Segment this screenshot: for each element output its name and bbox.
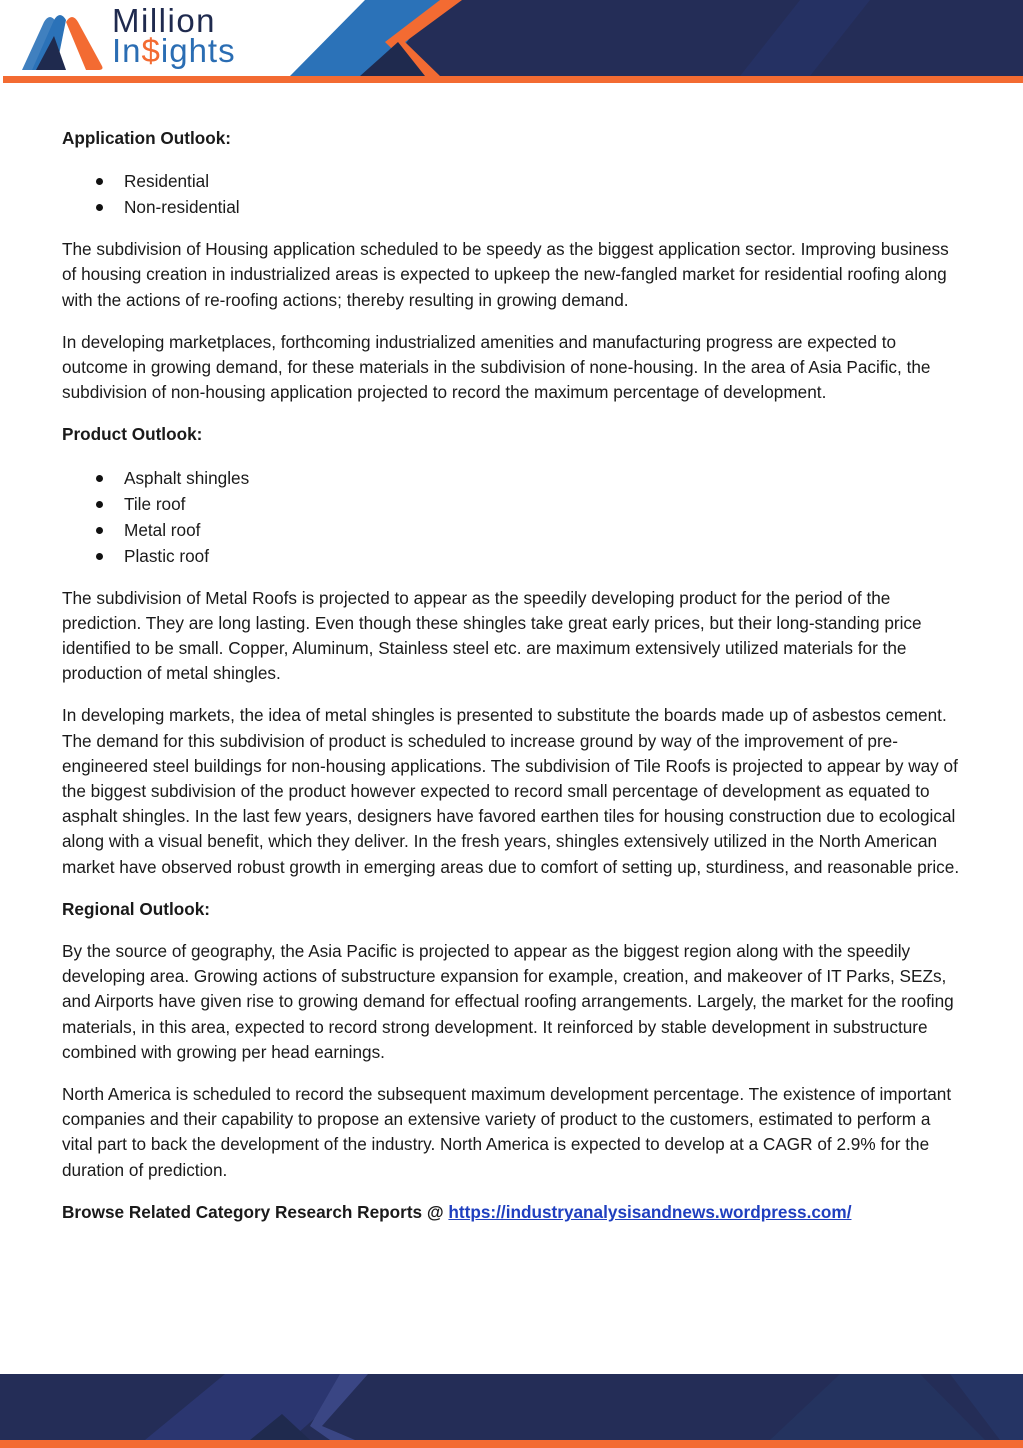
product-outlook-heading: Product Outlook: bbox=[62, 424, 203, 445]
footer-graphic bbox=[0, 1374, 1023, 1448]
logo-line-1: Million bbox=[112, 2, 217, 39]
list-item: Plastic roof bbox=[92, 543, 962, 569]
list-item: Non-residential bbox=[92, 194, 962, 220]
application-list bbox=[92, 168, 962, 220]
paragraph: The subdivision of Metal Roofs is projected to appear as the speedily developing product for the period of the prediction. They are long lasting. Even though these shingles take great early prices, but their long-standing price identified to be small. Copper, Aluminum, Stainless steel etc. are maximum extensively utilized materials for the production of metal shingles. bbox=[62, 587, 922, 684]
regional-outlook-heading: Regional Outlook: bbox=[62, 898, 210, 919]
list-item: Tile roof bbox=[92, 491, 962, 517]
paragraph: In developing marketplaces, forthcoming industrialized amenities and manufacturing progress are expected to outcome in growing demand, for these materials in the subdivision of none-housing. In the area of Asia Pacific, the subdivision of non-housing application projected to record the maximum percentage of development. bbox=[62, 331, 931, 403]
paragraph: North America is scheduled to record the subsequent maximum development percentage. The existence of important companies and their capability to propose an extensive variety of product to the customers, estimated to perform a vital part to back the development of the industry. North America is expected to develop at a CAGR of 2.9% for the duration of prediction. bbox=[62, 1084, 952, 1180]
footer-banner bbox=[0, 1374, 1023, 1448]
logo-line-2 bbox=[112, 32, 236, 69]
list-item: Residential bbox=[92, 168, 962, 194]
logo-wordmark bbox=[112, 2, 236, 69]
paragraph: The subdivision of Housing application scheduled to be speedy as the biggest application sector. Improving business of housing creation in industrialized areas is expected to upkeep the new-fangled market for residential roofing along with the actions of re-roofing actions; thereby resulting in growing demand. bbox=[62, 239, 949, 310]
logo-ights: ights bbox=[160, 32, 236, 69]
logo-mark-icon bbox=[14, 6, 104, 76]
logo-dollar-sign: $ bbox=[141, 32, 161, 69]
logo-in: In bbox=[112, 32, 142, 69]
browse-related-line bbox=[62, 1200, 962, 1225]
paragraph: In developing markets, the idea of metal shingles is presented to substitute the boards made up of asbestos cement. The demand for this subdivision of product is scheduled to increase ground by way of the improvement of pre-engineered steel buildings for non-housing applications. The subdivision of Tile Roofs is projected to appear by way of the biggest subdivision of the product however expected to record small percentage of development as equated to asphalt shingles. In the last few years, designers have favored earthen tiles for housing construction due to ecological along with a visual benefit, which they deliver. In the fresh years, shingles extensively utilized in the North American market have observed robust growth in emerging areas due to comfort of setting up, sturdiness, and reasonable price. bbox=[62, 705, 960, 877]
list-item: Metal roof bbox=[92, 517, 962, 543]
product-list bbox=[92, 465, 962, 569]
application-outlook-heading: Application Outlook: bbox=[62, 128, 231, 148]
related-reports-link[interactable]: https://industryanalysisandnews.wordpress.com/ bbox=[448, 1201, 852, 1222]
paragraph: By the source of geography, the Asia Pacific is projected to appear as the biggest region along with the speedily developing area. Growing actions of substructure expansion for example, creation, and makeover of IT Parks, SEZs, and Airports have given rise to growing demand for effectual roofing arrangements. Largely, the market for the roofing materials, in this area, expected to record strong development. It reinforced by stable development in substructure combined with growing per head earnings. bbox=[62, 941, 954, 1062]
header-banner bbox=[0, 0, 1023, 84]
browse-label: Browse Related Category Research Reports @ bbox=[62, 1201, 449, 1222]
document-body bbox=[62, 126, 962, 1225]
list-item: Asphalt shingles bbox=[92, 465, 962, 491]
